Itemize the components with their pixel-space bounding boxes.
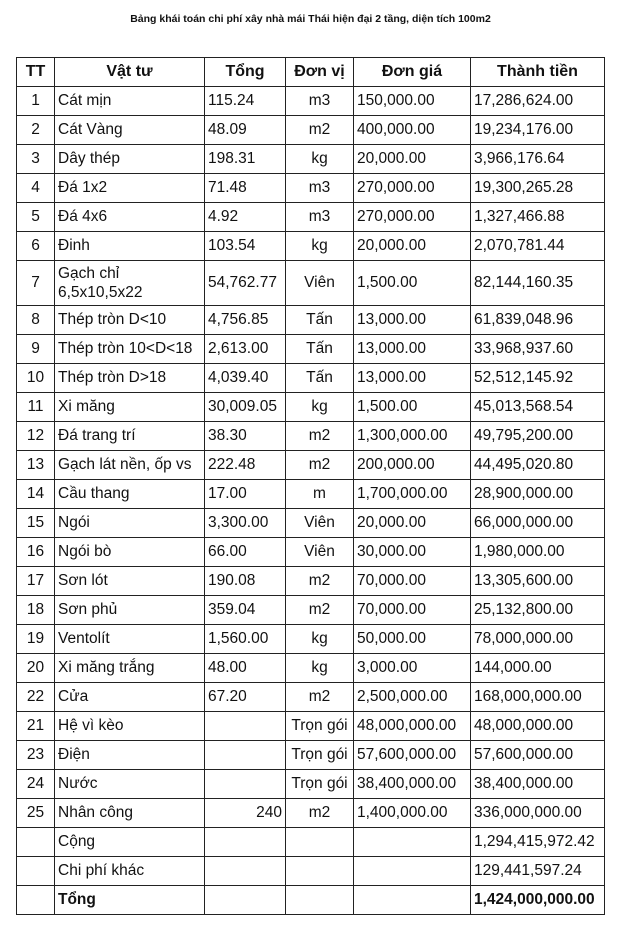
table-row (17, 509, 605, 538)
table-row (17, 567, 605, 596)
item-name: Gạch lát nền, ốp vs (55, 451, 205, 480)
item-name: Cầu thang (55, 480, 205, 509)
table-row (17, 712, 605, 741)
total-quantity: 48.09 (205, 116, 286, 145)
row-number: 8 (17, 306, 55, 335)
row-number: 10 (17, 364, 55, 393)
col-header-amount: Thành tiền (471, 58, 605, 87)
amount: 1,980,000.00 (471, 538, 605, 567)
item-name: Sơn phủ (55, 596, 205, 625)
amount: 19,234,176.00 (471, 116, 605, 145)
unit: kg (286, 393, 354, 422)
unit-price: 2,500,000.00 (354, 683, 471, 712)
item-name: Nước (55, 770, 205, 799)
unit-price: 38,400,000.00 (354, 770, 471, 799)
empty-cell (205, 886, 286, 915)
row-number: 20 (17, 654, 55, 683)
empty-cell (17, 828, 55, 857)
unit: m2 (286, 596, 354, 625)
amount: 44,495,020.80 (471, 451, 605, 480)
amount: 25,132,800.00 (471, 596, 605, 625)
unit-price: 70,000.00 (354, 567, 471, 596)
total-quantity (205, 770, 286, 799)
col-header-item: Vật tư (55, 58, 205, 87)
empty-cell (354, 886, 471, 915)
unit-price: 3,000.00 (354, 654, 471, 683)
amount: 1,327,466.88 (471, 203, 605, 232)
total-quantity: 3,300.00 (205, 509, 286, 538)
item-name: Cát Vàng (55, 116, 205, 145)
item-name: Thép tròn D<10 (55, 306, 205, 335)
row-number: 25 (17, 799, 55, 828)
cost-table (16, 57, 605, 915)
unit: m3 (286, 87, 354, 116)
row-number: 3 (17, 145, 55, 174)
unit-price: 70,000.00 (354, 596, 471, 625)
total-quantity: 198.31 (205, 145, 286, 174)
row-number: 2 (17, 116, 55, 145)
unit-price: 1,300,000.00 (354, 422, 471, 451)
summary-amount: 129,441,597.24 (471, 857, 605, 886)
amount: 2,070,781.44 (471, 232, 605, 261)
amount: 48,000,000.00 (471, 712, 605, 741)
unit-price: 270,000.00 (354, 174, 471, 203)
amount: 78,000,000.00 (471, 625, 605, 654)
unit-price: 13,000.00 (354, 335, 471, 364)
table-row (17, 261, 605, 306)
total-quantity: 4,039.40 (205, 364, 286, 393)
unit: Trọn gói (286, 712, 354, 741)
table-row (17, 422, 605, 451)
table-row (17, 232, 605, 261)
table-row (17, 480, 605, 509)
unit: Viên (286, 538, 354, 567)
table-row (17, 799, 605, 828)
unit: Tấn (286, 306, 354, 335)
unit-price: 48,000,000.00 (354, 712, 471, 741)
unit: m2 (286, 116, 354, 145)
unit: Tấn (286, 335, 354, 364)
unit-price: 1,400,000.00 (354, 799, 471, 828)
item-name: Đá 4x6 (55, 203, 205, 232)
unit-price: 30,000.00 (354, 538, 471, 567)
unit: Tấn (286, 364, 354, 393)
summary-row (17, 828, 605, 857)
amount: 52,512,145.92 (471, 364, 605, 393)
unit-price: 270,000.00 (354, 203, 471, 232)
unit: m2 (286, 451, 354, 480)
amount: 17,286,624.00 (471, 87, 605, 116)
amount: 33,968,937.60 (471, 335, 605, 364)
table-row (17, 770, 605, 799)
col-header-tt: TT (17, 58, 55, 87)
row-number: 17 (17, 567, 55, 596)
table-row (17, 625, 605, 654)
item-name: Đá trang trí (55, 422, 205, 451)
amount: 57,600,000.00 (471, 741, 605, 770)
total-quantity: 1,560.00 (205, 625, 286, 654)
empty-cell (286, 857, 354, 886)
page-title: Bảng khái toán chi phí xây nhà mái Thái hiện đại 2 tầng, diện tích 100m2 (130, 13, 491, 25)
table-row (17, 596, 605, 625)
total-quantity (205, 712, 286, 741)
unit: kg (286, 625, 354, 654)
total-quantity: 115.24 (205, 87, 286, 116)
total-quantity: 222.48 (205, 451, 286, 480)
table-row (17, 87, 605, 116)
table-row (17, 451, 605, 480)
item-name: Thép tròn D>18 (55, 364, 205, 393)
item-name: Xi măng trắng (55, 654, 205, 683)
unit: m3 (286, 203, 354, 232)
amount: 19,300,265.28 (471, 174, 605, 203)
amount: 336,000,000.00 (471, 799, 605, 828)
amount: 168,000,000.00 (471, 683, 605, 712)
total-quantity: 67.20 (205, 683, 286, 712)
item-name: Ngói bò (55, 538, 205, 567)
table-row (17, 203, 605, 232)
total-quantity: 103.54 (205, 232, 286, 261)
unit: Viên (286, 261, 354, 306)
col-header-total: Tổng (205, 58, 286, 87)
unit: m2 (286, 799, 354, 828)
table-row (17, 174, 605, 203)
item-name: Cát mịn (55, 87, 205, 116)
summary-amount: 1,294,415,972.42 (471, 828, 605, 857)
unit-price: 20,000.00 (354, 145, 471, 174)
col-header-price: Đơn giá (354, 58, 471, 87)
item-name: Cửa (55, 683, 205, 712)
row-number: 12 (17, 422, 55, 451)
unit-price: 1,700,000.00 (354, 480, 471, 509)
unit-price: 20,000.00 (354, 232, 471, 261)
table-row (17, 741, 605, 770)
unit: kg (286, 232, 354, 261)
unit: m (286, 480, 354, 509)
item-name: Điện (55, 741, 205, 770)
item-name: Dây thép (55, 145, 205, 174)
empty-cell (286, 828, 354, 857)
table-row (17, 116, 605, 145)
total-quantity: 48.00 (205, 654, 286, 683)
col-header-unit: Đơn vị (286, 58, 354, 87)
item-name: Sơn lót (55, 567, 205, 596)
total-quantity: 359.04 (205, 596, 286, 625)
unit: Viên (286, 509, 354, 538)
summary-label: Tổng (55, 886, 205, 915)
item-name: Ngói (55, 509, 205, 538)
summary-label: Chi phí khác (55, 857, 205, 886)
row-number: 22 (17, 683, 55, 712)
total-quantity: 190.08 (205, 567, 286, 596)
unit-price: 200,000.00 (354, 451, 471, 480)
amount: 3,966,176.64 (471, 145, 605, 174)
unit-price: 20,000.00 (354, 509, 471, 538)
unit-price: 13,000.00 (354, 306, 471, 335)
row-number: 6 (17, 232, 55, 261)
row-number: 23 (17, 741, 55, 770)
table-row (17, 393, 605, 422)
unit: kg (286, 145, 354, 174)
unit-price: 150,000.00 (354, 87, 471, 116)
unit: kg (286, 654, 354, 683)
item-name: Nhân công (55, 799, 205, 828)
item-name: Gạch chỉ 6,5x10,5x22 (55, 261, 205, 306)
row-number: 15 (17, 509, 55, 538)
item-name: Hệ vì kèo (55, 712, 205, 741)
summary-amount: 1,424,000,000.00 (471, 886, 605, 915)
row-number: 4 (17, 174, 55, 203)
row-number: 21 (17, 712, 55, 741)
unit: Trọn gói (286, 741, 354, 770)
unit: m2 (286, 422, 354, 451)
total-quantity: 66.00 (205, 538, 286, 567)
unit-price: 400,000.00 (354, 116, 471, 145)
amount: 82,144,160.35 (471, 261, 605, 306)
unit: m3 (286, 174, 354, 203)
table-row (17, 654, 605, 683)
unit-price: 1,500.00 (354, 261, 471, 306)
empty-cell (205, 857, 286, 886)
row-number: 16 (17, 538, 55, 567)
amount: 45,013,568.54 (471, 393, 605, 422)
item-name: Xi măng (55, 393, 205, 422)
total-quantity: 240 (205, 799, 286, 828)
total-quantity (205, 741, 286, 770)
table-body (17, 87, 605, 915)
total-quantity: 2,613.00 (205, 335, 286, 364)
amount: 61,839,048.96 (471, 306, 605, 335)
amount: 38,400,000.00 (471, 770, 605, 799)
row-number: 11 (17, 393, 55, 422)
empty-cell (17, 857, 55, 886)
summary-label: Cộng (55, 828, 205, 857)
row-number: 9 (17, 335, 55, 364)
row-number: 19 (17, 625, 55, 654)
unit-price: 1,500.00 (354, 393, 471, 422)
row-number: 7 (17, 261, 55, 306)
unit-price: 50,000.00 (354, 625, 471, 654)
total-quantity: 38.30 (205, 422, 286, 451)
total-quantity: 17.00 (205, 480, 286, 509)
total-quantity: 71.48 (205, 174, 286, 203)
empty-cell (17, 886, 55, 915)
summary-row (17, 886, 605, 915)
row-number: 14 (17, 480, 55, 509)
item-name: Đinh (55, 232, 205, 261)
total-quantity: 4.92 (205, 203, 286, 232)
total-quantity: 54,762.77 (205, 261, 286, 306)
total-quantity: 4,756.85 (205, 306, 286, 335)
amount: 28,900,000.00 (471, 480, 605, 509)
table-row (17, 538, 605, 567)
item-name: Đá 1x2 (55, 174, 205, 203)
unit: m2 (286, 567, 354, 596)
row-number: 5 (17, 203, 55, 232)
total-quantity: 30,009.05 (205, 393, 286, 422)
amount: 49,795,200.00 (471, 422, 605, 451)
row-number: 24 (17, 770, 55, 799)
unit-price: 13,000.00 (354, 364, 471, 393)
table-row (17, 335, 605, 364)
empty-cell (354, 857, 471, 886)
unit-price: 57,600,000.00 (354, 741, 471, 770)
table-row (17, 306, 605, 335)
item-name: Ventolít (55, 625, 205, 654)
amount: 13,305,600.00 (471, 567, 605, 596)
table-row (17, 145, 605, 174)
empty-cell (286, 886, 354, 915)
table-row (17, 364, 605, 393)
empty-cell (354, 828, 471, 857)
amount: 66,000,000.00 (471, 509, 605, 538)
empty-cell (205, 828, 286, 857)
unit: m2 (286, 683, 354, 712)
row-number: 1 (17, 87, 55, 116)
table-row (17, 683, 605, 712)
amount: 144,000.00 (471, 654, 605, 683)
summary-row (17, 857, 605, 886)
unit: Trọn gói (286, 770, 354, 799)
row-number: 13 (17, 451, 55, 480)
header-row (17, 58, 605, 87)
row-number: 18 (17, 596, 55, 625)
item-name: Thép tròn 10<D<18 (55, 335, 205, 364)
